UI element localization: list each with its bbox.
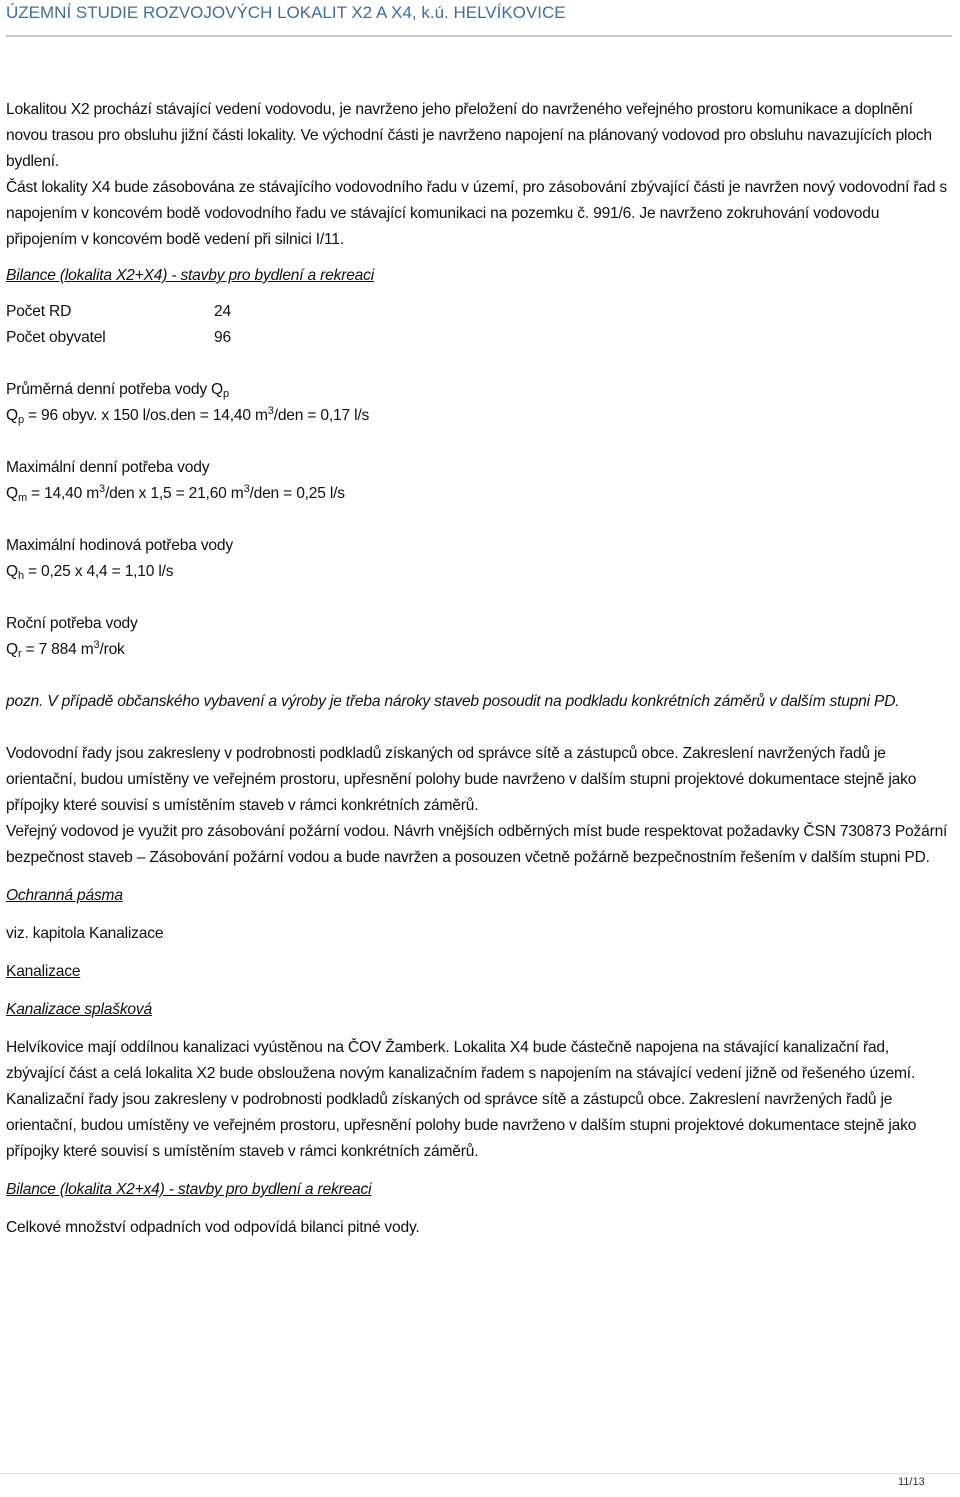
formula-qh: $Q_h = 0,25$ x 4,4 = 1,10 l/s [6,563,174,582]
document-title: ÚZEMNÍ STUDIE ROZVOJOVÝCH LOKALIT X2 A X4, k.ú. HELVÍKOVICE [6,3,566,22]
heading-maximalni-denni: Maximální denní potřeba vody [6,459,210,476]
heading-rocni-potreba: Roční potřeba vody [6,615,138,632]
heading-kanalizace-splaskova: Kanalizace splašková [6,1001,152,1018]
paragraph-pozarni-voda: Veřejný vodovod je využit pro zásobování požární vodou. Návrh vnějších odběrných míst bude respektovat požadavky ČSN 730873 Požární bezpečnost staveb – Zásobování požární vodou a bude navržen a posouzen včetně požárně bezpečnostním řešením v dalším stupni PD. [6,823,948,866]
formula-qr: $Q_r = 7$ 884 $m^3$/rok [6,639,125,660]
footer-divider [0,1473,960,1474]
document-body [6,97,950,1241]
pocet-obyvatel-value: 96 [214,329,231,346]
note-pozn: pozn. V případě občanského vybavení a výroby je třeba nároky staveb posoudit na podkladu konkrétních záměrů v dalším stupni PD. [6,693,900,710]
paragraph-vodovod-x4: Část lokality X4 bude zásobována ze stávajícího vodovodního řadu v území, pro zásobování zbývající části je navržen nový vodovodní řad s napojením v koncovém bodě vodovodního řadu ve stávající komunikaci na pozemku č. 991/6. Je navrženo zokruhování vodovodu připojením v koncovém bodě vedení při silnici I/11. [6,179,948,248]
heading-bilance-kanalizace: Bilance (lokalita X2+x4) - stavby pro bydlení a rekreaci [6,1181,372,1198]
formula-qp: $Q_p = 96$ obyv. x 150 l/os.den = 14,40 $m^3$/den = 0,17 l/s [6,405,370,426]
row-pocet-obyvatel [6,325,950,351]
paragraph-vodovodni-rady: Vodovodní řady jsou zakresleny v podrobnosti podkladů získaných od správce sítě a zástupců obce. Zakreslení navržených řadů je orientační, budou umístěny ve veřejném prostoru, upřesnění polohy bude navrženo v dalším stupni projektové dokumentace stejně jako přípojky které souvisí s umístěním staveb v rámci konkrétních záměrů. [6,745,917,814]
pocet-obyvatel-label: Počet obyvatel [6,329,106,346]
heading-ochranna-pasma: Ochranná pásma [6,887,123,904]
heading-prumerna-potreba: Průměrná denní potřeba vody $Q_p$ [6,381,229,400]
page-header [6,3,952,37]
formula-qm: $Q_m = 14,40$ $m^3$/den x 1,5 = 21,60 $m^3$/den = 0,25 l/s [6,483,345,504]
heading-maximalni-hodinova: Maximální hodinová potřeba vody [6,537,233,554]
pocet-rd-label: Počet RD [6,303,72,320]
text-ochranna-pasma: viz. kapitola Kanalizace [6,925,164,942]
page-number: 11/13 [898,1476,925,1488]
paragraph-kanalizacni-rady: Kanalizační řady jsou zakresleny v podrobnosti podkladů získaných od správce sítě a zástupců obce. Zakreslení navržených řadů je orientační, budou umístěny ve veřejném prostoru, upřesnění polohy bude navrženo v dalším stupni projektové dokumentace stejně jako přípojky které souvisí s umístěním staveb v rámci konkrétních záměrů. [6,1091,917,1160]
paragraph-kanalizace-helvikovice: Helvíkovice mají oddílnou kanalizaci vyústěnou na ČOV Žamberk. Lokalita X4 bude částečně napojena na stávající kanalizační řad, zbývající část a celá lokalita X2 bude obsloužena novým kanalizačním řadem s napojením na stávající vedení jižně od řešeného území. [6,1039,916,1082]
heading-bilance: Bilance (lokalita X2+X4) - stavby pro bydlení a rekreaci [6,267,374,284]
heading-kanalizace: Kanalizace [6,963,81,980]
paragraph-vodovod-x2: Lokalitou X2 prochází stávající vedení vodovodu, je navrženo jeho přeložení do navrženého veřejného prostoru komunikace a doplnění novou trasou pro obsluhu jižní části lokality. Ve východní části je navrženo napojení na plánovaný vodovod pro obsluhu navazujících ploch bydlení. [6,101,932,170]
pocet-rd-value: 24 [214,303,231,320]
paragraph-odpadni-vody: Celkové množství odpadních vod odpovídá bilanci pitné vody. [6,1219,420,1236]
row-pocet-rd [6,299,950,325]
